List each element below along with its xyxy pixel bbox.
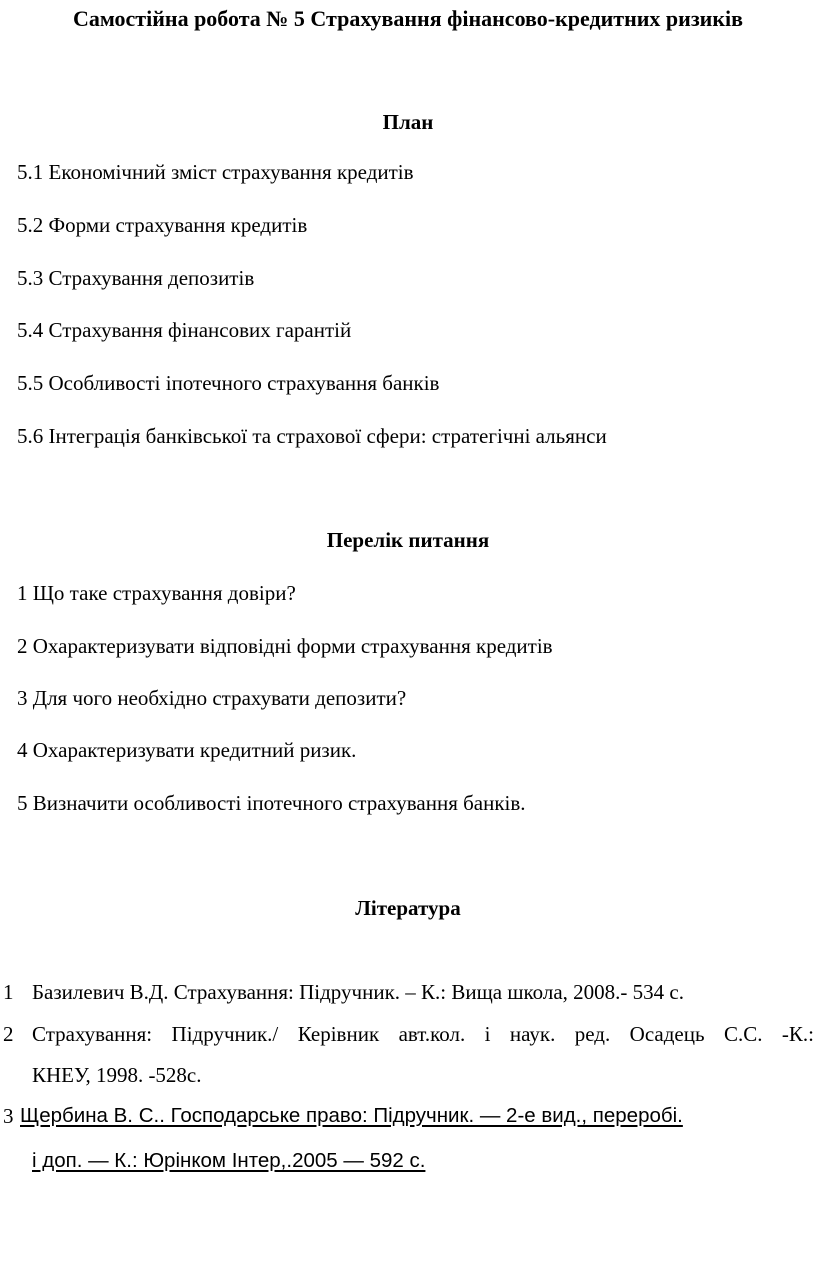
literature-item-text: Щербина В. С.. Господарське право: Підручник. — 2-е вид., переробі. xyxy=(20,1104,683,1127)
literature-item-text: і доп. — К.: Юрінком Інтер,.2005 — 592 с. xyxy=(32,1149,426,1172)
document-title: Самостійна робота № 5 Страхування фінансово-кредитних ризиків xyxy=(72,6,744,31)
question-item: 3 Для чого необхідно страхувати депозити? xyxy=(17,686,407,710)
question-item: 4 Охарактеризувати кредитний ризик. xyxy=(17,738,357,762)
plan-item: 5.5 Особливості іпотечного страхування банків xyxy=(17,371,440,395)
literature-item-text: Страхування: Підручник./ Керівник авт.кол. і наук. ред. Осадець С.С. -К.: xyxy=(32,1022,814,1046)
literature-item-number: 3 xyxy=(3,1104,14,1128)
questions-heading: Перелік питання xyxy=(326,528,490,552)
plan-item: 5.3 Страхування депозитів xyxy=(17,266,255,290)
plan-item: 5.6 Інтеграція банківської та страхової сфери: стратегічні альянси xyxy=(17,424,607,448)
question-item: 1 Що таке страхування довіри? xyxy=(17,581,296,605)
literature-heading: Література xyxy=(355,896,461,920)
literature-item-number: 2 xyxy=(3,1022,14,1046)
literature-item-text: Базилевич В.Д. Страхування: Підручник. – К.: Вища школа, 2008.- 534 с. xyxy=(32,980,684,1004)
literature-item-text: КНЕУ, 1998. -528с. xyxy=(32,1063,202,1087)
plan-item: 5.4 Страхування фінансових гарантій xyxy=(17,318,352,342)
plan-item: 5.1 Економічний зміст страхування кредитів xyxy=(17,160,414,184)
plan-item: 5.2 Форми страхування кредитів xyxy=(17,213,308,237)
question-item: 2 Охарактеризувати відповідні форми страхування кредитів xyxy=(17,634,553,658)
literature-item-number: 1 xyxy=(3,980,14,1004)
question-item: 5 Визначити особливості іпотечного страхування банків. xyxy=(17,791,526,815)
plan-heading: План xyxy=(382,110,434,134)
